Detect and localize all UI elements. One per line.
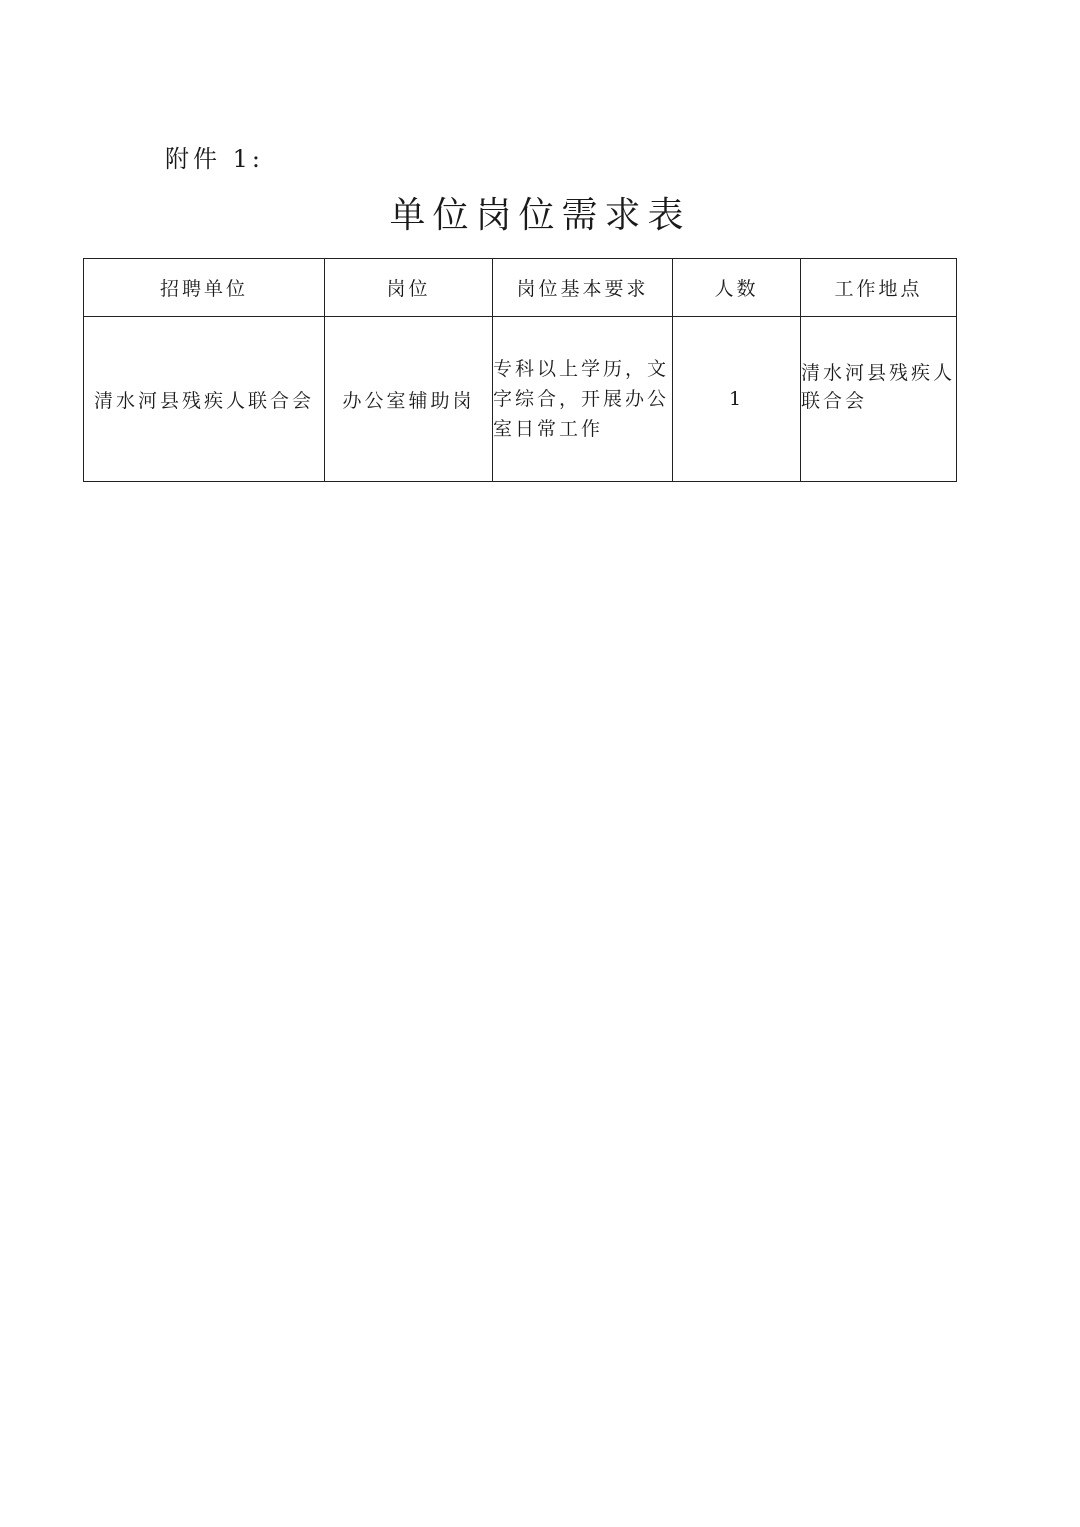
cell-position: 办公室辅助岗 <box>325 317 493 482</box>
requirements-table <box>83 258 957 482</box>
header-position: 岗位 <box>325 259 493 317</box>
header-headcount: 人数 <box>673 259 801 317</box>
header-work-location: 工作地点 <box>801 259 957 317</box>
attachment-label: 附件 1: <box>165 145 264 173</box>
cell-work-location <box>801 317 957 482</box>
cell-recruiting-unit: 清水河县残疾人联合会 <box>84 317 325 482</box>
cell-headcount: 1 <box>673 317 801 482</box>
work-location-text: 清水河县残疾人联合会 <box>801 362 956 412</box>
page-title: 单位岗位需求表 <box>389 195 691 236</box>
cell-requirements: 专科以上学历，文字综合，开展办公室日常工作 <box>493 317 673 482</box>
table-row <box>84 317 957 482</box>
header-requirements: 岗位基本要求 <box>493 259 673 317</box>
header-recruiting-unit: 招聘单位 <box>84 259 325 317</box>
table-header-row <box>84 259 957 317</box>
